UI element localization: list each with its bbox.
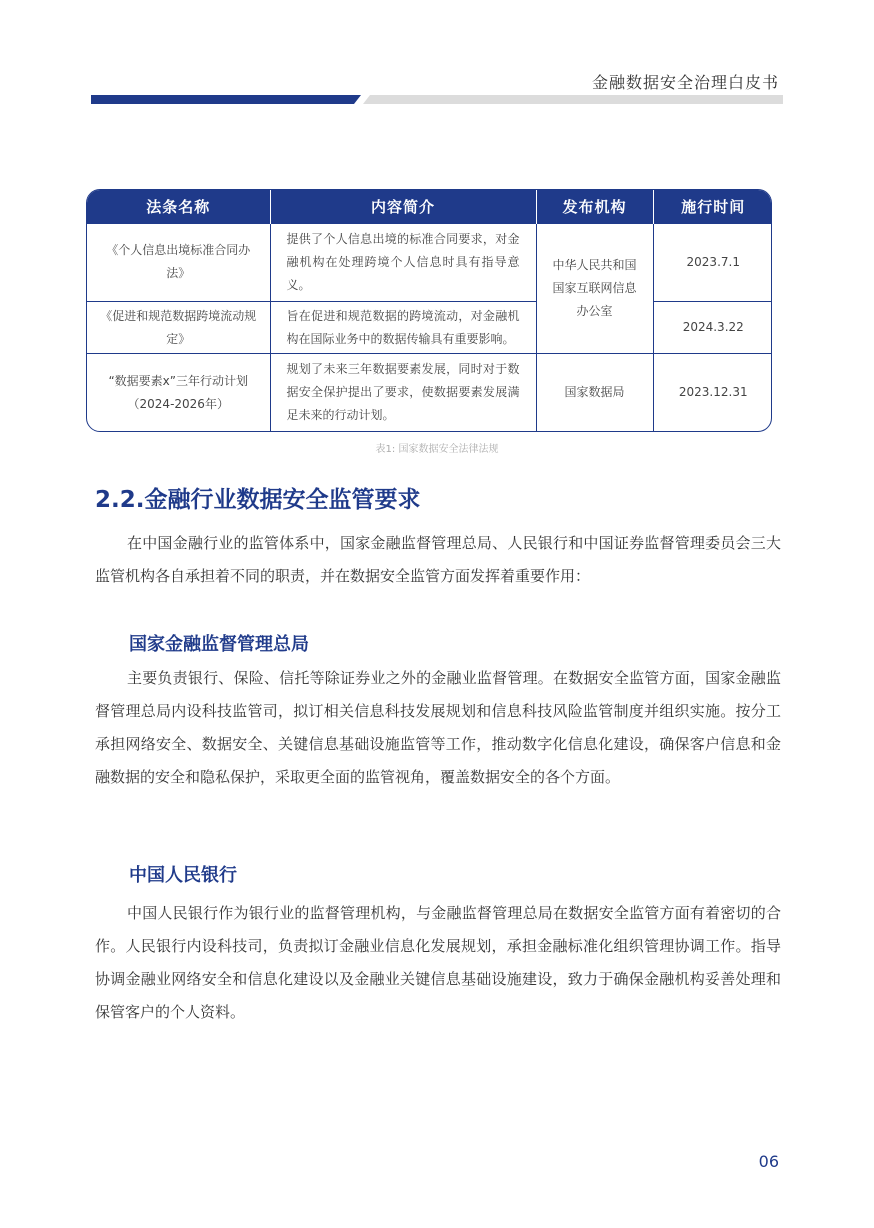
section-heading: 2.2.金融行业数据安全监管要求: [95, 487, 421, 513]
pboc-paragraph: 中国人民银行作为银行业的监督管理机构，与金融监督管理总局在数据安全监管方面有着密切的合作。人民银行内设科技司，负责拟订金融业信息化发展规划，承担金融标准化组织管理协调工作。指导协调金融业网络安全和信息化建设以及金融业关键信息基础设施建设，致力于确保金融机构妥善处理和保管客户的个人资料。: [95, 904, 781, 1021]
intro-paragraph: 在中国金融行业的监管体系中，国家金融监督管理总局、人民银行和中国证券监督管理委员会三大监管机构各自承担着不同的职责，并在数据安全监管方面发挥着重要作用：: [95, 534, 781, 585]
brief-cell: 规划了未来三年数据要素发展，同时对于数据安全保护提出了要求，使数据要素发展满足未来的行动计划。: [270, 354, 536, 431]
header-bar-gray: [363, 95, 783, 104]
document-title: 金融数据安全治理白皮书: [591, 73, 779, 92]
header-bar-accent: [91, 95, 361, 104]
table-caption: 表1: 国家数据安全法律法规: [375, 444, 499, 455]
header-effective-date: 施行时间: [653, 190, 772, 224]
header-issuer: 发布机构: [536, 190, 653, 224]
issuer-cell: 中华人民共和国国家互联网信息办公室: [536, 224, 653, 354]
law-name-cell: 《促进和规范数据跨境流动规定》: [87, 301, 270, 353]
subsection-heading-pboc: 中国人民银行: [129, 865, 237, 886]
regulations-table: [86, 189, 772, 432]
date-cell: 2023.12.31: [653, 354, 772, 431]
nfra-paragraph: 主要负责银行、保险、信托等除证券业之外的金融业监督管理。在数据安全监管方面，国家金融监督管理总局内设科技监管司，拟订相关信息科技发展规划和信息科技风险监管制度并组织实施。按分工承担网络安全、数据安全、关键信息基础设施监管等工作，推动数字化信息化建设，确保客户信息和金融数据的安全和隐私保护，采取更全面的监管视角，覆盖数据安全的各个方面。: [95, 669, 781, 786]
law-name-cell: “数据要素x”三年行动计划（2024-2026年）: [87, 354, 270, 431]
table-header-row: [87, 190, 772, 224]
table-row: [87, 224, 772, 302]
subsection-heading-nfra: 国家金融监督管理总局: [129, 634, 309, 655]
header-brief: 内容简介: [270, 190, 536, 224]
date-cell: 2024.3.22: [653, 301, 772, 353]
header-law-name: 法条名称: [87, 190, 270, 224]
page-number: 06: [758, 1152, 779, 1171]
date-cell: 2023.7.1: [653, 224, 772, 302]
brief-cell: 旨在促进和规范数据的跨境流动，对金融机构在国际业务中的数据传输具有重要影响。: [270, 301, 536, 353]
issuer-cell: 国家数据局: [536, 354, 653, 431]
table-row: [87, 354, 772, 431]
brief-cell: 提供了个人信息出境的标准合同要求，对金融机构在处理跨境个人信息时具有指导意义。: [270, 224, 536, 302]
law-name-cell: 《个人信息出境标准合同办法》: [87, 224, 270, 302]
table-row: [87, 301, 772, 353]
